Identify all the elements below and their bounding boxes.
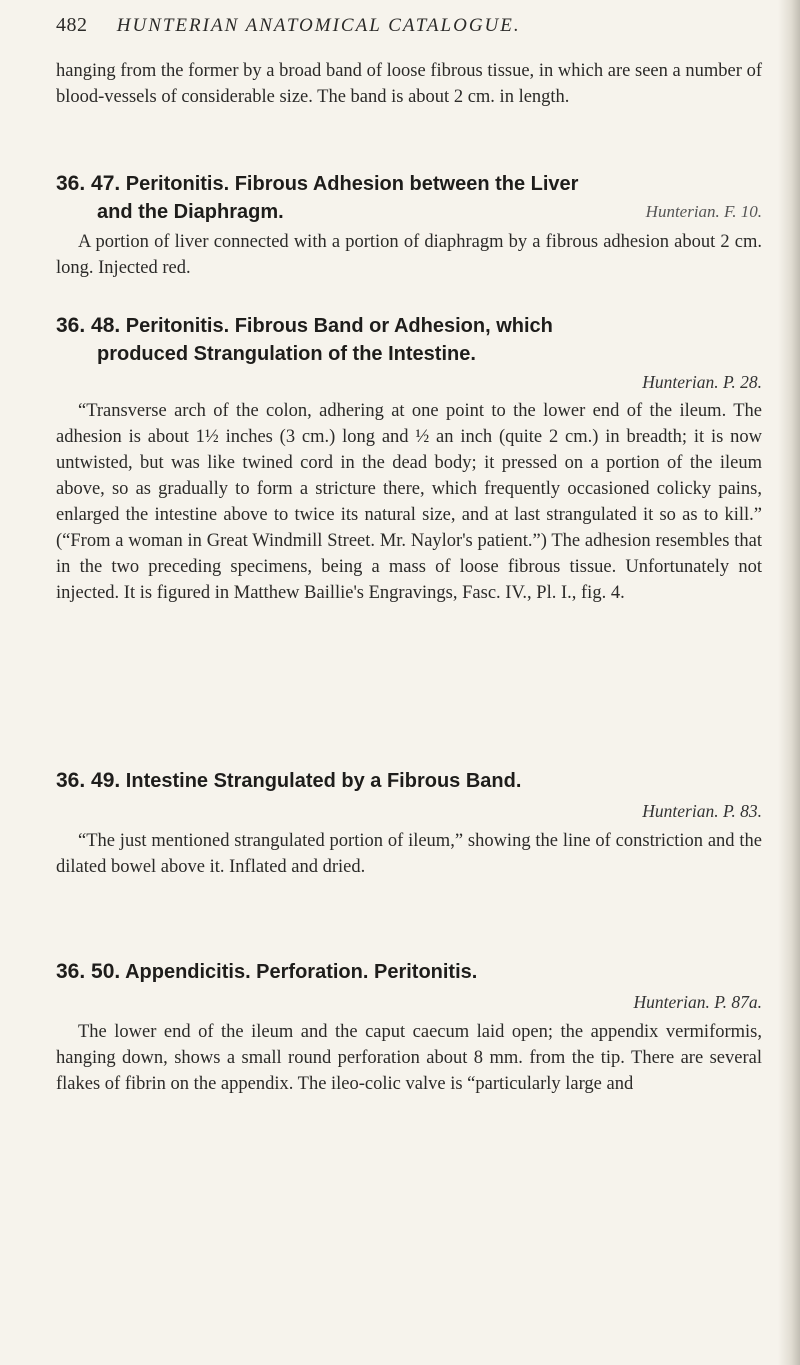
entry-title-line2: produced Strangulation of the Intestine. — [97, 343, 476, 365]
entry-heading — [56, 958, 762, 986]
page-number: 482 — [56, 14, 88, 36]
entry-title-line1: Peritonitis. Fibrous Adhesion between the Liver — [125, 173, 579, 195]
entry-body-text: A portion of liver connected with a portion of diaphragm by a fibrous adhesion about 2 cm. long. Injected red. — [56, 232, 762, 278]
entry-title-line2: and the Diaphragm. — [97, 201, 284, 223]
page-edge-shadow — [778, 0, 800, 1365]
entry-number: 36. 50. — [56, 960, 121, 983]
entry-number: 36. 49. — [56, 769, 121, 792]
entry-body — [56, 398, 762, 606]
entry-body-text: The lower end of the ileum and the caput caecum laid open; the appendix vermiformis, hanging down, shows a small round perforation about 8 mm. from the tip. There are several flakes of fibrin on the appendix. The ileo-colic valve is “particularly large and — [56, 1022, 762, 1094]
entry-title-line1: Peritonitis. Fibrous Band or Adhesion, which — [125, 315, 553, 337]
entry-body-text: “Transverse arch of the colon, adhering at one point to the lower end of the ileum. The adhesion is about 1½ inches (3 cm.) long and ½ an inch (quite 2 cm.) in breadth; it is now untwisted, but was like twined cord in the dead body; it pressed on a portion of the ileum above, so as gradually to form a stricture there, which frequently occasioned colicky pains, enlarged the intestine above to twice its natural size, and at last strangulated it so as to kill.” (“From a woman in Great Windmill Street. Mr. Naylor's patient.”) The adhesion resembles that in the two preceding specimens, being a mass of loose fibrous tissue. Unfortunately not injected. It is figured in Matthew Baillie's Engravings, Fasc. IV., Pl. I., fig. 4. — [56, 401, 762, 603]
entry-source: Hunterian. F. 10. — [645, 202, 762, 221]
entry-title-line1: Intestine Strangulated by a Fibrous Band. — [125, 770, 522, 792]
entry-body — [56, 828, 762, 880]
running-header — [56, 14, 756, 37]
running-head-title: HUNTERIAN ANATOMICAL CATALOGUE. — [116, 15, 521, 36]
entry-heading — [56, 767, 762, 795]
entry-body — [56, 229, 762, 281]
entry-source: Hunterian. P. 28. — [642, 372, 762, 392]
entry-heading — [56, 312, 762, 368]
intro-text: hanging from the former by a broad band of loose fibrous tissue, in which are seen a number of blood-vessels of considerable size. The band is about 2 cm. in length. — [56, 61, 762, 107]
entry-number: 36. 47. — [56, 172, 121, 195]
entry-body-text: “The just mentioned strangulated portion of ileum,” showing the line of constriction and the dilated bowel above it. Inflated and dried. — [56, 831, 762, 877]
entry-title-line1: Appendicitis. Perforation. Peritonitis. — [125, 961, 478, 983]
intro-paragraph — [56, 58, 762, 110]
entry-source: Hunterian. P. 83. — [642, 801, 762, 821]
entry-body — [56, 1019, 762, 1097]
entry-number: 36. 48. — [56, 314, 121, 337]
entry-source: Hunterian. P. 87a. — [633, 992, 762, 1012]
entry-heading — [56, 170, 762, 226]
